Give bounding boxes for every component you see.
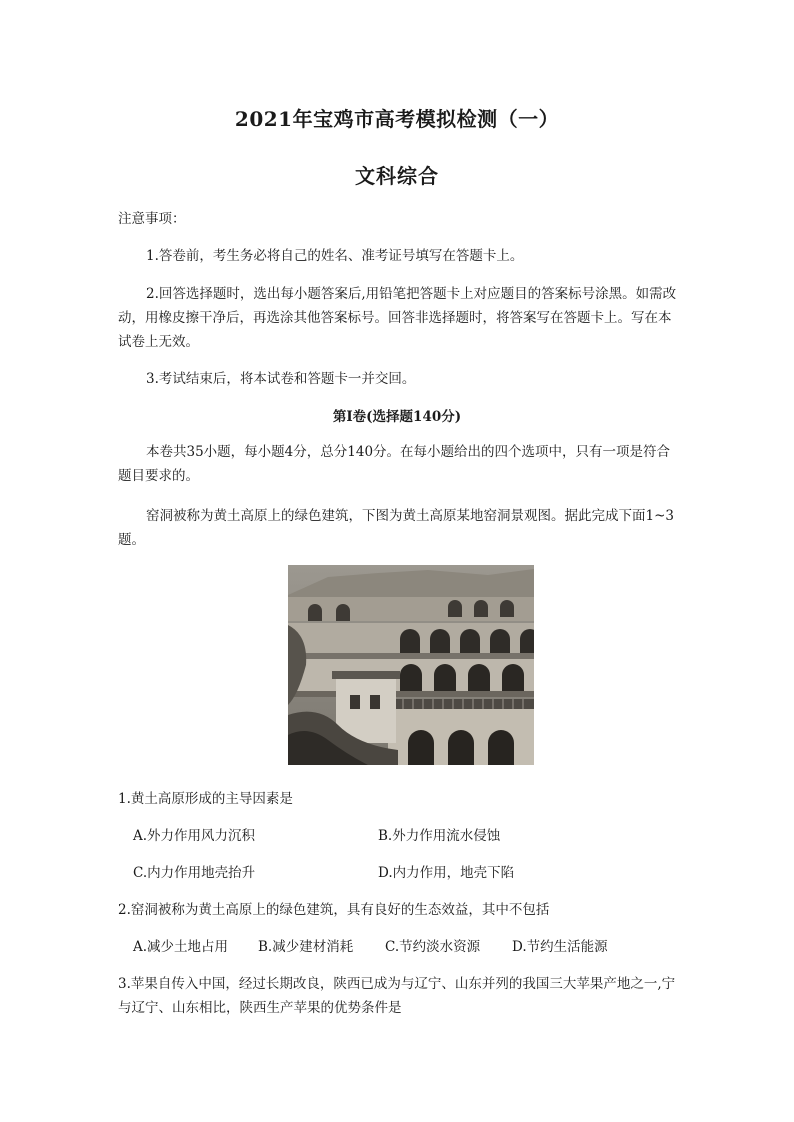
q2-option-c[interactable]: C.节约淡水资源 [385, 939, 481, 955]
cave-dwelling-photo [288, 565, 534, 765]
page-subtitle: 文科综合 [355, 164, 439, 188]
q1-option-b[interactable]: B.外力作用流水侵蚀 [378, 828, 501, 844]
q1-option-a[interactable]: A.外力作用风力沉积 [133, 828, 256, 844]
question-2: 2.窑洞被称为黄土高原上的绿色建筑，具有良好的生态效益，其中不包括 [118, 902, 550, 918]
notice-heading: 注意事项： [118, 211, 186, 227]
section-title: 第Ⅰ卷(选择题140分) [332, 409, 462, 425]
section-intro: 本卷共35小题，每小题4分，总分140分。在每小题给出的四个选项中，只有一项是符合题目要求的。 [118, 444, 671, 484]
q2-option-d[interactable]: D.节约生活能源 [512, 939, 608, 955]
question-1: 1.黄土高原形成的主导因素是 [118, 791, 293, 807]
question-stem: 窑洞被称为黄土高原上的绿色建筑，下图为黄土高原某地窑洞景观图。据此完成下面1~3题。 [118, 508, 674, 548]
q2-option-b[interactable]: B.减少建材消耗 [258, 939, 354, 955]
q1-option-d[interactable]: D.内力作用，地壳下陷 [378, 865, 515, 881]
notice-item-1: 1.答卷前，考生务必将自己的姓名、准考证号填写在答题卡上。 [146, 248, 524, 264]
page-title: 2021年宝鸡市高考模拟检测（一） [234, 107, 560, 131]
q1-option-c[interactable]: C.内力作用地壳抬升 [133, 865, 256, 881]
notice-item-3: 3.考试结束后，将本试卷和答题卡一并交回。 [146, 371, 416, 387]
q2-option-a[interactable]: A.减少土地占用 [133, 939, 229, 955]
question-3: 3.苹果自传入中国，经过长期改良，陕西已成为与辽宁、山东并列的我国三大苹果产地之一,宁与辽宁、山东相比，陕西生产苹果的优势条件是 [118, 976, 676, 1016]
notice-item-2: 2.回答选择题时，选出每小题答案后,用铅笔把答题卡上对应题目的答案标号涂黑。如需改动，用橡皮擦干净后，再选涂其他答案标号。回答非选择题时，将答案写在答题卡上。写在本试卷上无效。 [118, 286, 677, 350]
